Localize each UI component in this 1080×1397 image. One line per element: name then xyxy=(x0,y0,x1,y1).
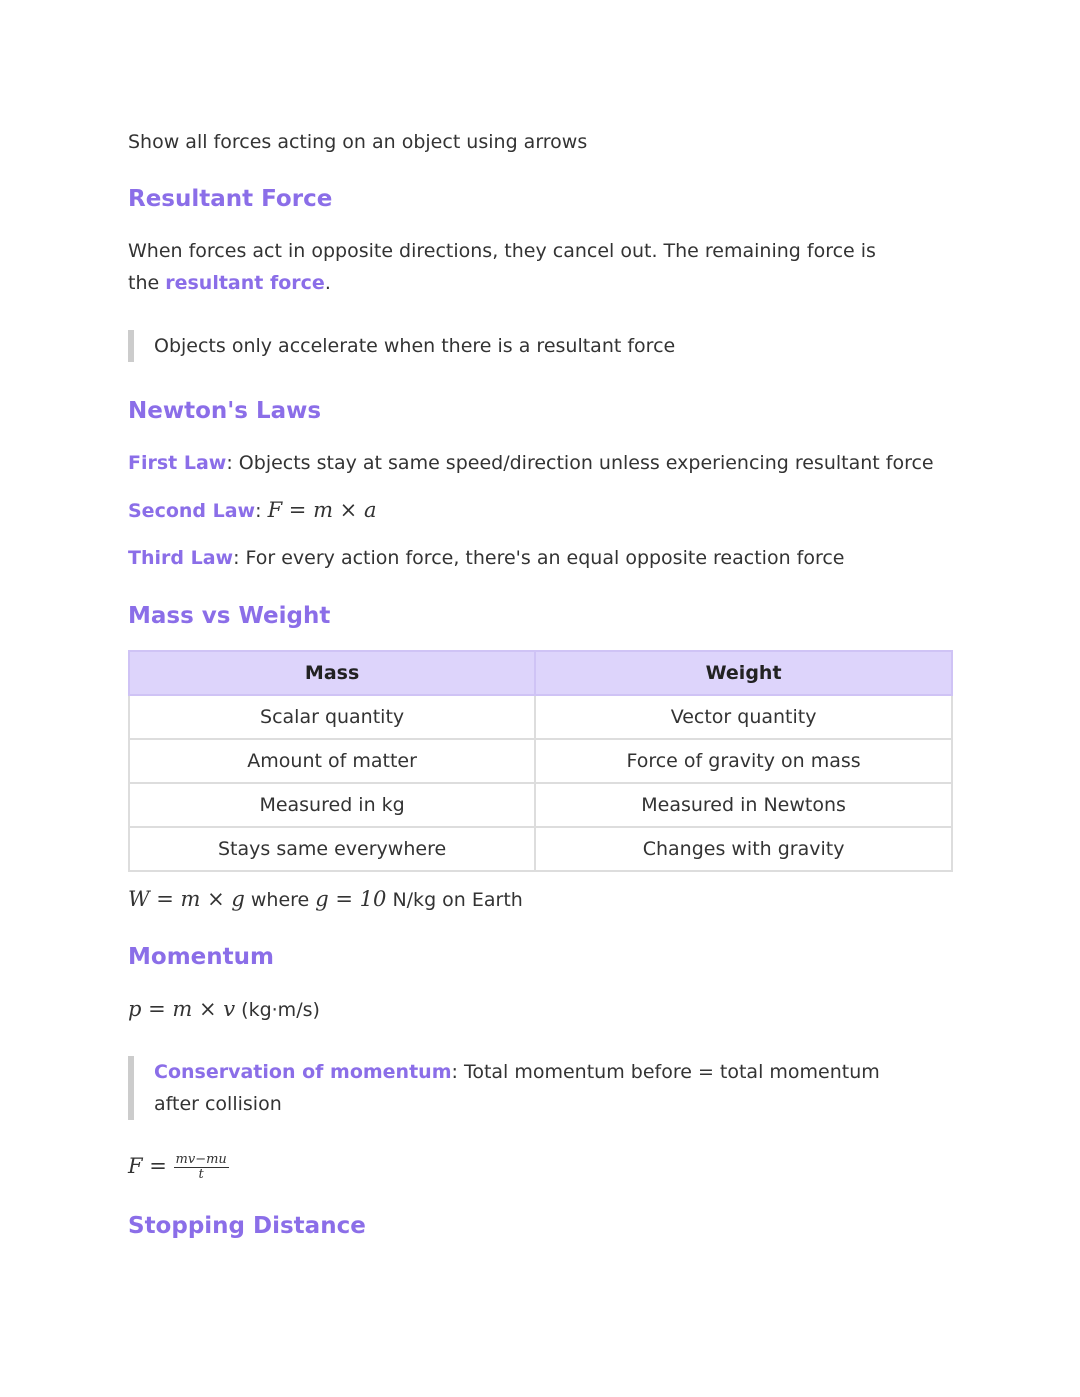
momentum-unit: (kg·m/s) xyxy=(235,999,320,1021)
table-cell: Vector quantity xyxy=(535,695,952,739)
table-row xyxy=(129,739,952,783)
fraction-denominator: t xyxy=(198,1167,204,1182)
third-law xyxy=(128,542,845,574)
header-weight: Weight xyxy=(535,651,952,695)
blockquote-resultant: Objects only accelerate when there is a resultant force xyxy=(128,330,914,362)
second-law-formula: F = m × a xyxy=(267,498,377,522)
g-equation: g = 10 xyxy=(315,887,387,911)
table-row xyxy=(129,695,952,739)
second-law-label: Second Law xyxy=(128,500,256,522)
table-cell: Measured in Newtons xyxy=(535,783,952,827)
second-law xyxy=(128,494,376,527)
blockquote-conservation xyxy=(128,1056,914,1120)
resultant-paragraph xyxy=(128,235,908,299)
force-momentum-formula xyxy=(128,1150,229,1183)
conservation-term: Conservation of momentum xyxy=(154,1061,452,1083)
where-text: where xyxy=(244,889,316,911)
momentum-equation: p = m × v xyxy=(128,997,236,1021)
table-cell: Measured in kg xyxy=(129,783,535,827)
mass-weight-table xyxy=(128,650,953,872)
heading-mass-vs-weight: Mass vs Weight xyxy=(128,603,331,629)
table-cell: Stays same everywhere xyxy=(129,827,535,871)
resultant-text: When forces act in opposite directions, they cancel out. The remaining force is the xyxy=(128,240,876,294)
table-row xyxy=(129,783,952,827)
heading-newtons-laws: Newton's Laws xyxy=(128,398,322,424)
period: . xyxy=(324,272,331,294)
intro-text: Show all forces acting on an object using arrows xyxy=(128,131,588,153)
fraction xyxy=(174,1153,229,1182)
first-law xyxy=(128,447,934,479)
third-law-text: : For every action force, there's an equal opposite reaction force xyxy=(233,547,845,569)
table-cell: Force of gravity on mass xyxy=(535,739,952,783)
first-law-text: : Objects stay at same speed/direction unless experiencing resultant force xyxy=(226,452,934,474)
table-row xyxy=(129,827,952,871)
table-cell: Amount of matter xyxy=(129,739,535,783)
force-lhs: F = xyxy=(128,1154,174,1178)
third-law-label: Third Law xyxy=(128,547,234,569)
fraction-numerator: mv−mu xyxy=(175,1152,227,1167)
unit-text: N/kg on Earth xyxy=(386,889,523,911)
table-cell: Changes with gravity xyxy=(535,827,952,871)
heading-resultant-force: Resultant Force xyxy=(128,186,333,212)
heading-stopping-distance: Stopping Distance xyxy=(128,1213,366,1239)
header-mass: Mass xyxy=(129,651,535,695)
heading-momentum: Momentum xyxy=(128,944,274,970)
table-header-row xyxy=(129,651,952,695)
resultant-term: resultant force xyxy=(165,272,325,294)
weight-equation: W = m × g xyxy=(128,887,245,911)
table-cell: Scalar quantity xyxy=(129,695,535,739)
weight-formula xyxy=(128,883,523,916)
first-law-label: First Law xyxy=(128,452,227,474)
momentum-formula xyxy=(128,993,320,1026)
conservation-text: : Total momentum before = total momentum after collision xyxy=(154,1061,880,1115)
second-law-sep: : xyxy=(255,500,268,522)
